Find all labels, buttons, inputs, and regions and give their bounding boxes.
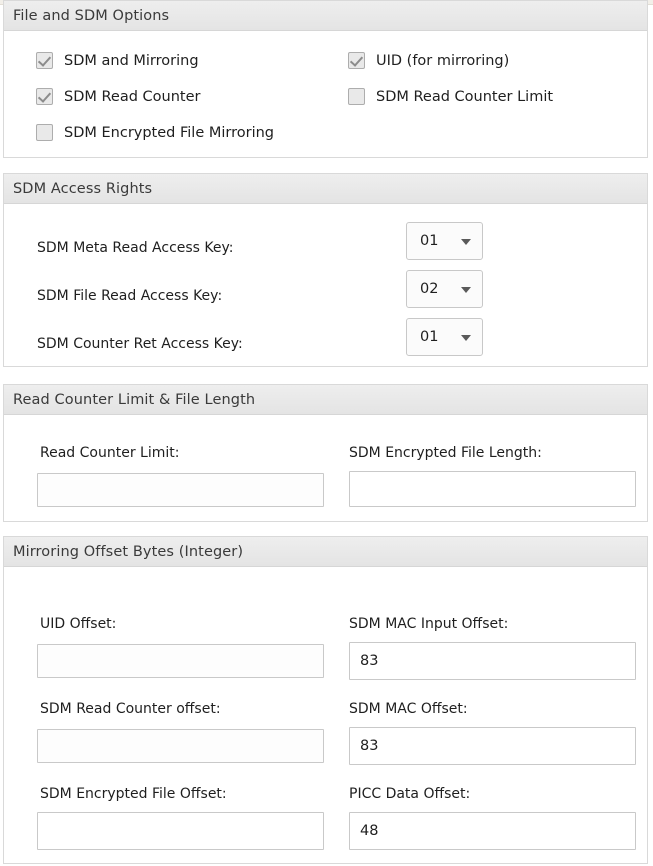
label-sdm-file-read-access-key: SDM File Read Access Key: — [37, 288, 223, 304]
input-read-counter-limit[interactable] — [37, 473, 324, 507]
chevron-down-icon[interactable] — [461, 287, 471, 293]
checkbox-box-icon[interactable] — [36, 52, 53, 69]
label-sdm-read-counter-offset: SDM Read Counter offset: — [40, 701, 221, 717]
input-sdm-read-counter-offset[interactable] — [37, 729, 324, 763]
combo-sdm-counter-ret-access-key[interactable] — [406, 318, 483, 356]
checkbox-label: SDM Read Counter Limit — [376, 88, 554, 105]
group-body-sdm-access-rights — [4, 204, 647, 366]
combo-value: 01 — [420, 233, 439, 249]
input-uid-offset[interactable] — [37, 644, 324, 678]
combo-sdm-file-read-access-key[interactable] — [406, 270, 483, 308]
checkbox-box-icon[interactable] — [36, 124, 53, 141]
group-header-read-counter-limit-and-file-length — [4, 385, 647, 415]
group-title: Read Counter Limit & File Length — [13, 391, 256, 408]
checkbox-label: UID (for mirroring) — [376, 52, 510, 69]
input-picc-data-offset[interactable] — [349, 812, 636, 850]
checkbox-label: SDM Encrypted File Mirroring — [64, 124, 274, 141]
label-sdm-counter-ret-access-key: SDM Counter Ret Access Key: — [37, 336, 243, 352]
group-header-sdm-access-rights — [4, 174, 647, 204]
label-sdm-mac-offset: SDM MAC Offset: — [349, 701, 468, 717]
label-read-counter-limit: Read Counter Limit: — [40, 445, 180, 461]
group-title: SDM Access Rights — [13, 180, 153, 197]
checkbox-box-icon[interactable] — [348, 88, 365, 105]
combo-value: 01 — [420, 329, 439, 345]
checkbox-sdm-and-mirroring[interactable] — [36, 52, 199, 69]
group-file-and-sdm-options — [3, 0, 648, 158]
group-body-read-counter-limit-and-file-length — [4, 415, 647, 521]
checkbox-label: SDM and Mirroring — [64, 52, 199, 69]
checkbox-box-icon[interactable] — [36, 88, 53, 105]
group-mirroring-offset-bytes — [3, 536, 648, 864]
group-body-mirroring-offset-bytes — [4, 567, 647, 863]
label-picc-data-offset: PICC Data Offset: — [349, 786, 471, 802]
combo-sdm-meta-read-access-key[interactable] — [406, 222, 483, 260]
group-title: Mirroring Offset Bytes (Integer) — [13, 543, 244, 560]
label-sdm-mac-input-offset: SDM MAC Input Offset: — [349, 616, 509, 632]
input-sdm-mac-input-offset[interactable] — [349, 642, 636, 680]
checkbox-label: SDM Read Counter — [64, 88, 201, 105]
label-uid-offset: UID Offset: — [40, 616, 117, 632]
checkbox-sdm-encrypted-file-mirroring[interactable] — [36, 124, 274, 141]
group-read-counter-limit-and-file-length — [3, 384, 648, 522]
checkbox-sdm-read-counter[interactable] — [36, 88, 200, 105]
input-sdm-encrypted-file-offset[interactable] — [37, 812, 324, 850]
checkbox-uid-for-mirroring[interactable] — [348, 52, 509, 69]
group-header-file-and-sdm-options — [4, 1, 647, 31]
group-header-mirroring-offset-bytes — [4, 537, 647, 567]
input-sdm-encrypted-file-length[interactable] — [349, 471, 636, 507]
combo-value: 02 — [420, 281, 439, 297]
chevron-down-icon[interactable] — [461, 239, 471, 245]
label-sdm-encrypted-file-length: SDM Encrypted File Length: — [349, 445, 542, 461]
group-body-file-and-sdm-options — [4, 31, 647, 157]
label-sdm-encrypted-file-offset: SDM Encrypted File Offset: — [40, 786, 227, 802]
checkbox-box-icon[interactable] — [348, 52, 365, 69]
group-sdm-access-rights — [3, 173, 648, 367]
group-title: File and SDM Options — [13, 7, 170, 24]
input-sdm-mac-offset[interactable] — [349, 727, 636, 765]
label-sdm-meta-read-access-key: SDM Meta Read Access Key: — [37, 240, 234, 256]
checkbox-sdm-read-counter-limit[interactable] — [348, 88, 553, 105]
chevron-down-icon[interactable] — [461, 335, 471, 341]
